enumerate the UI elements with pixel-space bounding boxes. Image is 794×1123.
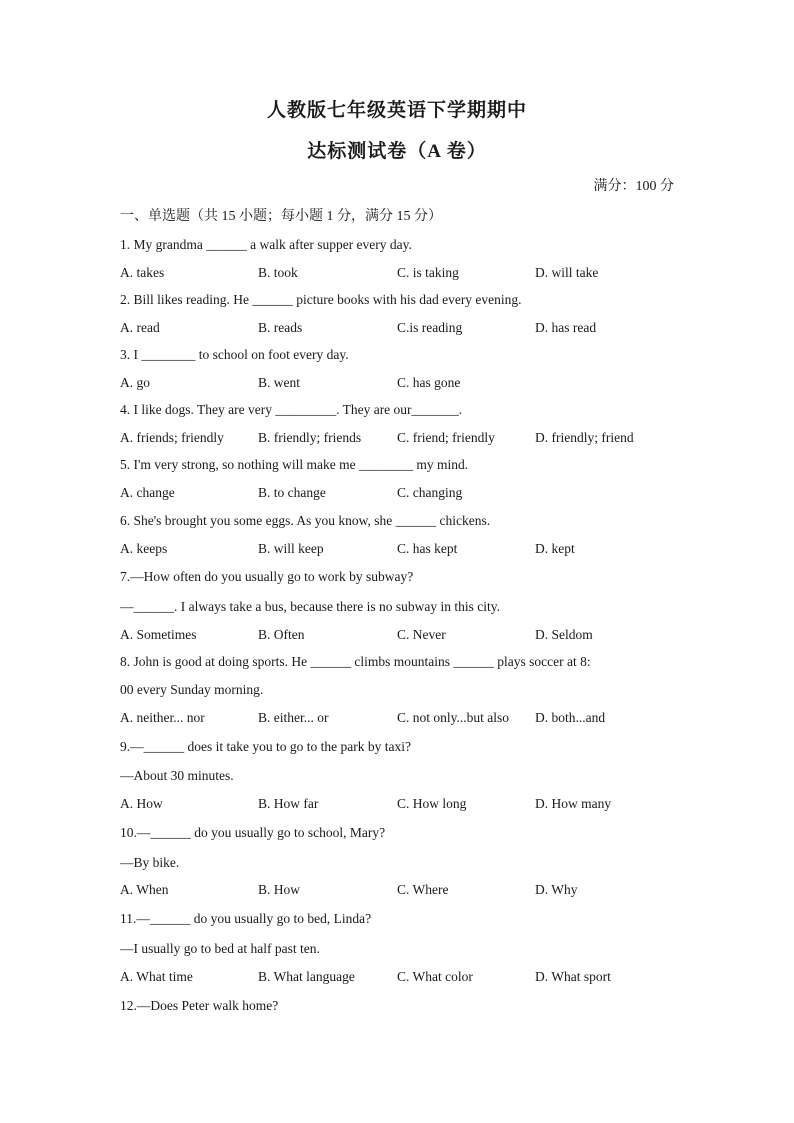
option-c: C. Where — [397, 882, 449, 897]
option-a: A. neither... nor — [120, 710, 205, 725]
option-row — [120, 796, 680, 816]
option-a: A. read — [120, 320, 160, 335]
question-text: —By bike. — [120, 855, 180, 870]
question-text: —About 30 minutes. — [120, 768, 234, 783]
option-row — [120, 430, 680, 450]
option-a: A. change — [120, 485, 175, 500]
question-text: 7.—How often do you usually go to work by subway? — [120, 569, 414, 584]
option-row — [120, 320, 680, 340]
option-c: C. has kept — [397, 541, 458, 556]
option-row — [120, 485, 680, 505]
question-text: —I usually go to bed at half past ten. — [120, 941, 320, 956]
page-title: 人教版七年级英语下学期期中 — [266, 100, 527, 121]
option-row — [120, 969, 680, 989]
option-d: D. Why — [535, 882, 578, 897]
option-d: D. kept — [535, 541, 575, 556]
question-text: 2. Bill likes reading. He ______ picture books with his dad every evening. — [120, 292, 522, 307]
option-c: C. not only...but also — [397, 710, 510, 725]
option-b: B. to change — [258, 485, 326, 500]
option-b: B. How far — [258, 796, 319, 811]
option-c: C. has gone — [397, 375, 461, 390]
option-b: B. What language — [258, 969, 355, 984]
option-row — [120, 265, 680, 285]
option-row — [120, 710, 680, 730]
option-a: A. How — [120, 796, 163, 811]
option-c: C. friend; friendly — [397, 430, 495, 445]
section-title: 一、单选题（共 15 小题；每小题 1 分，满分 15 分） — [120, 209, 442, 224]
page-subtitle: 达标测试卷（A 卷） — [307, 141, 487, 162]
option-c: C. What color — [397, 969, 473, 984]
option-d: D. What sport — [535, 969, 611, 984]
option-b: B. friendly; friends — [258, 430, 362, 445]
option-c: C.is reading — [397, 320, 463, 335]
option-d: D. will take — [535, 265, 599, 280]
question-text: —______. I always take a bus, because there is no subway in this city. — [120, 599, 501, 614]
question-text: 5. I'm very strong, so nothing will make me ________ my mind. — [120, 457, 469, 472]
option-c: C. Never — [397, 627, 446, 642]
option-d: D. both...and — [535, 710, 606, 725]
option-a: A. When — [120, 882, 169, 897]
option-d: D. Seldom — [535, 627, 593, 642]
question-text: 9.—______ does it take you to go to the park by taxi? — [120, 739, 411, 754]
option-a: A. What time — [120, 969, 193, 984]
option-b: B. reads — [258, 320, 303, 335]
question-text: 12.—Does Peter walk home? — [120, 998, 279, 1013]
option-row — [120, 375, 680, 395]
question-text: 1. My grandma ______ a walk after supper every day. — [120, 237, 412, 252]
option-c: C. is taking — [397, 265, 459, 280]
option-row — [120, 541, 680, 561]
question-text: 11.—______ do you usually go to bed, Linda? — [120, 911, 372, 926]
question-text: 4. I like dogs. They are very _________. They are our_______. — [120, 402, 463, 417]
option-b: B. either... or — [258, 710, 329, 725]
option-b: B. took — [258, 265, 298, 280]
question-text: 10.—______ do you usually go to school, Mary? — [120, 825, 386, 840]
option-a: A. Sometimes — [120, 627, 197, 642]
option-b: B. Often — [258, 627, 305, 642]
option-b: B. went — [258, 375, 300, 390]
option-d: D. friendly; friend — [535, 430, 634, 445]
score-label: 满分：100 分 — [593, 179, 674, 194]
option-d: D. How many — [535, 796, 612, 811]
option-d: D. has read — [535, 320, 597, 335]
question-text: 6. She's brought you some eggs. As you know, she ______ chickens. — [120, 513, 491, 528]
option-c: C. How long — [397, 796, 467, 811]
option-a: A. go — [120, 375, 150, 390]
option-row — [120, 627, 680, 647]
option-b: B. How — [258, 882, 301, 897]
question-text: 8. John is good at doing sports. He ______ climbs mountains ______ plays soccer at 8: — [120, 654, 591, 669]
option-b: B. will keep — [258, 541, 324, 556]
option-a: A. keeps — [120, 541, 168, 556]
option-row — [120, 882, 680, 902]
question-text: 00 every Sunday morning. — [120, 682, 264, 697]
option-c: C. changing — [397, 485, 463, 500]
option-a: A. takes — [120, 265, 165, 280]
option-a: A. friends; friendly — [120, 430, 224, 445]
question-text: 3. I ________ to school on foot every day. — [120, 347, 349, 362]
